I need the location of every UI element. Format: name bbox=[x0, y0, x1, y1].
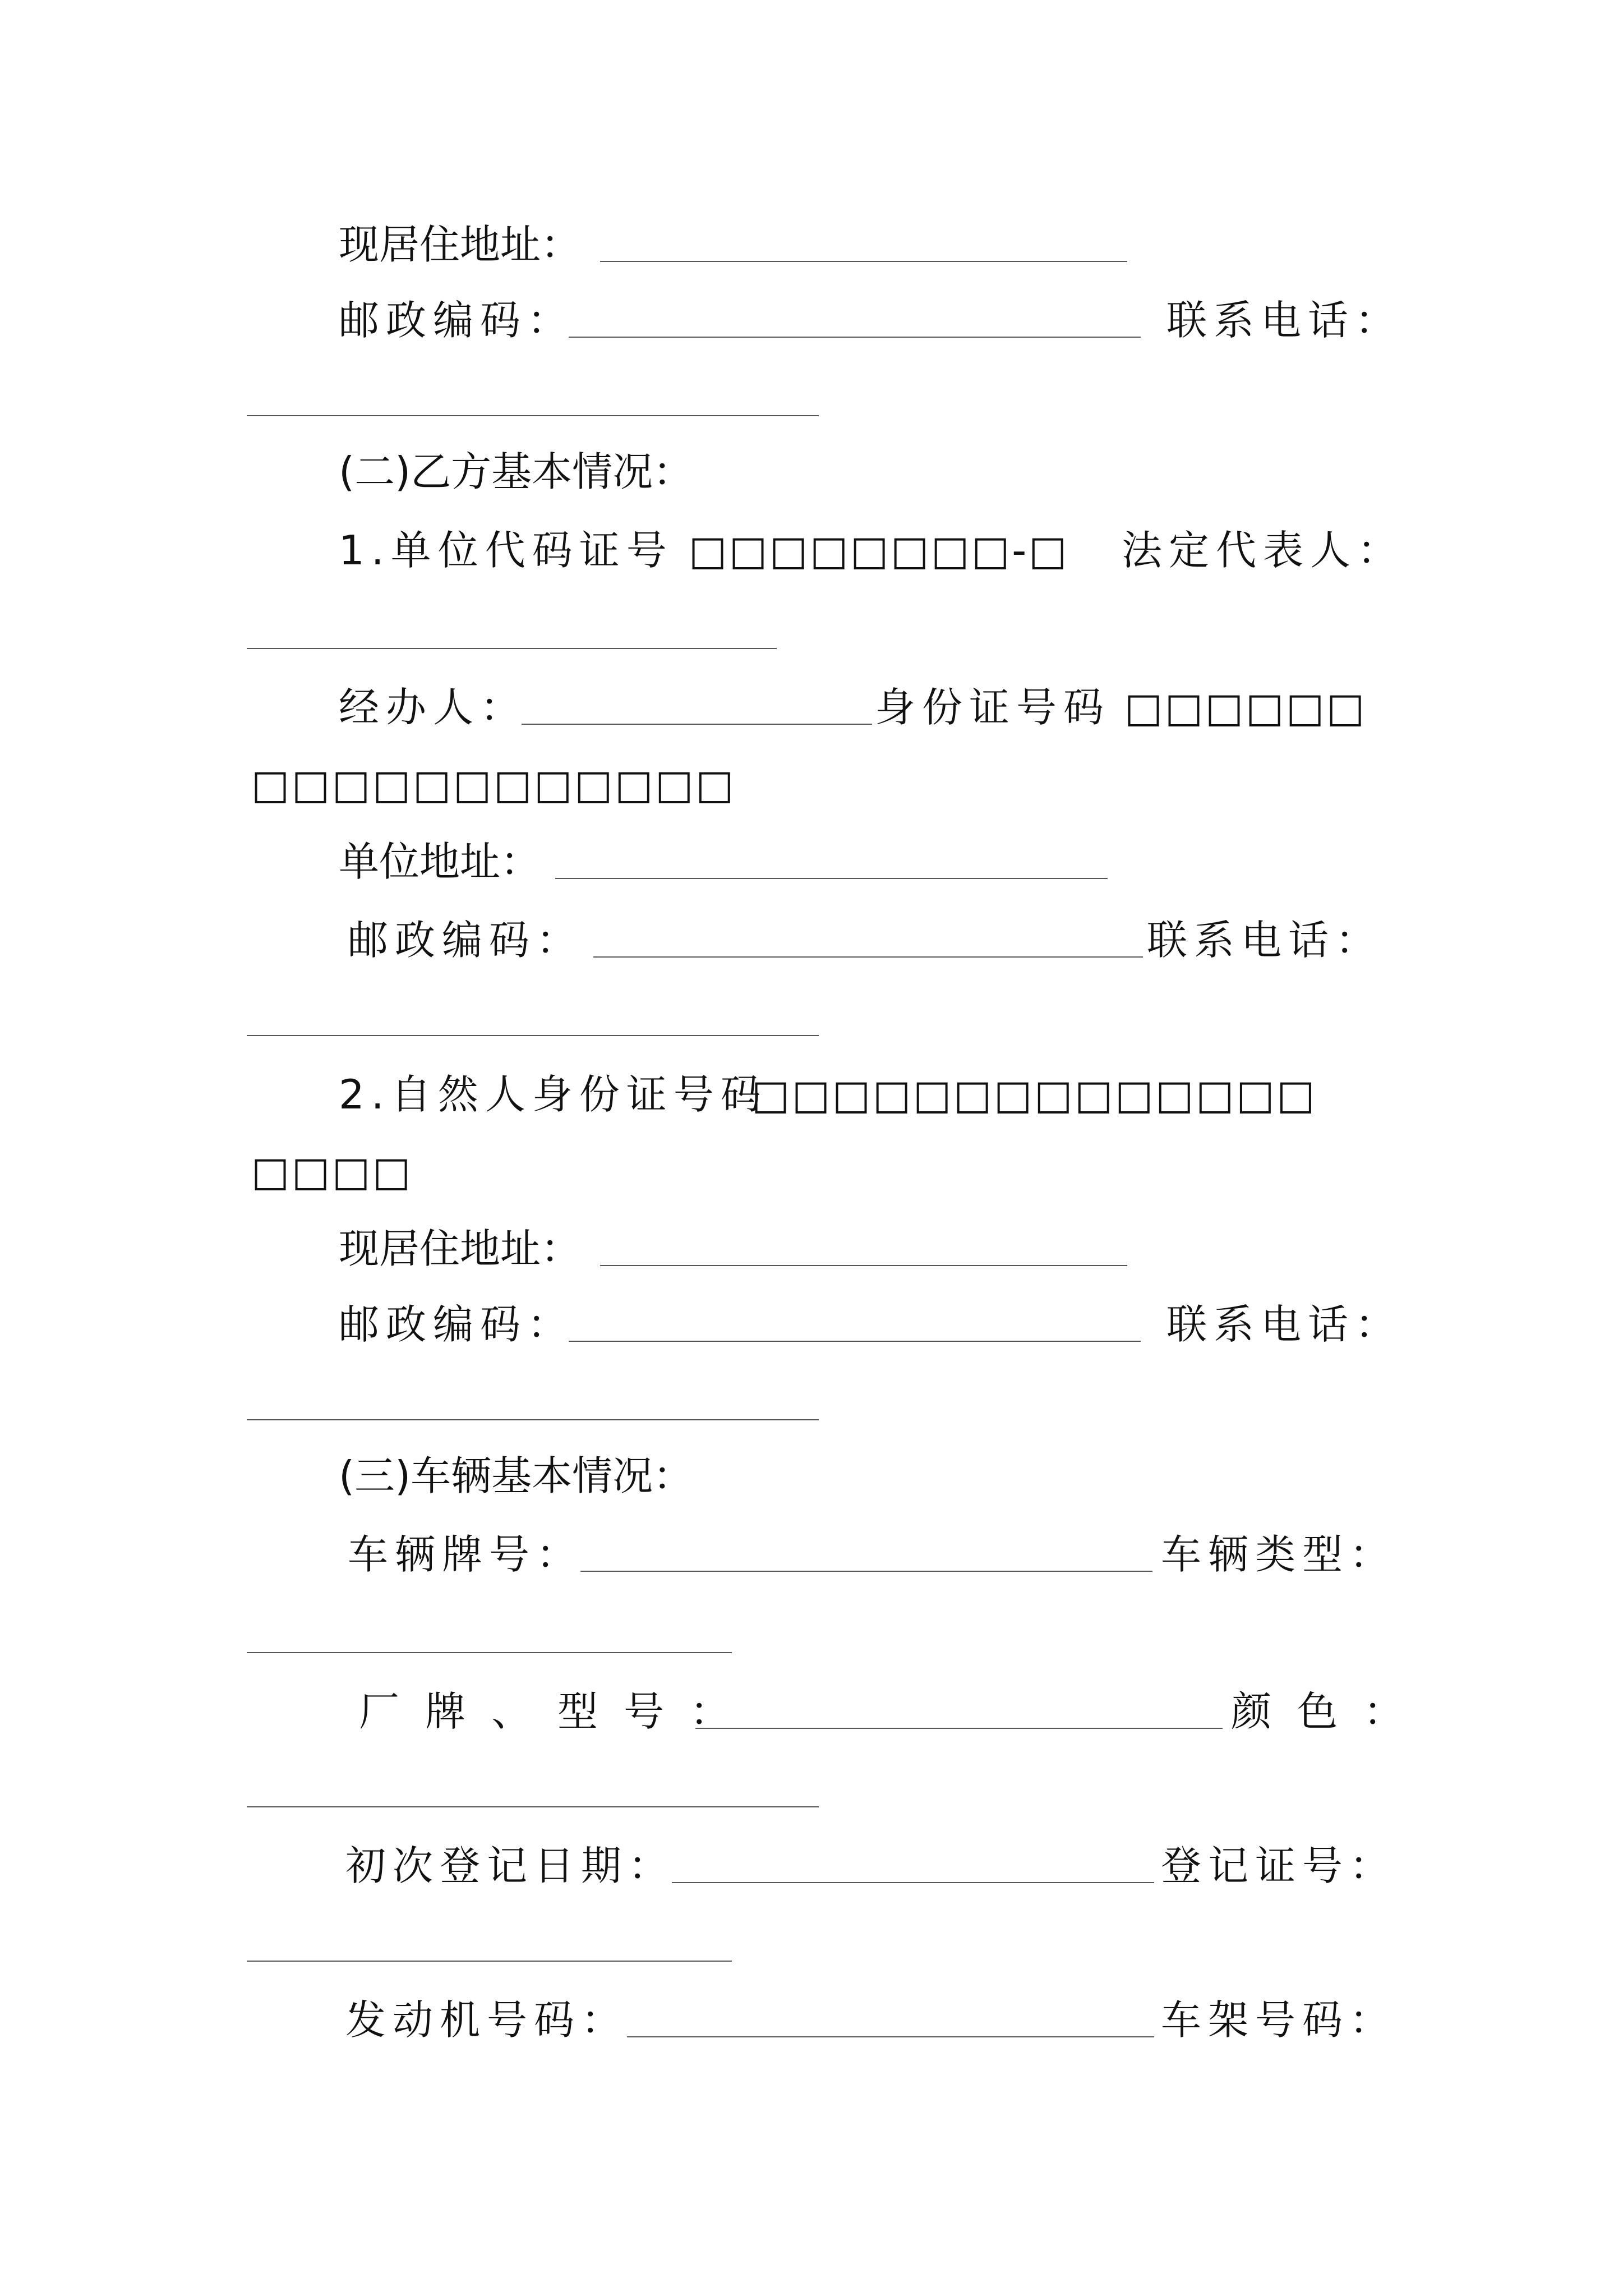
section-b-heading: (二)乙方基本情况： bbox=[339, 448, 694, 495]
org-code-boxes[interactable]: □□□□□□□□-□ bbox=[689, 527, 1069, 574]
vin-label: 车架号码： bbox=[1161, 1996, 1397, 2044]
agent-id-boxes-2[interactable]: □□□□□□□□□□□□ bbox=[251, 761, 736, 808]
color-label: 颜色： bbox=[1231, 1688, 1430, 1735]
postcode-blank[interactable] bbox=[569, 337, 1141, 338]
vehicle-type-label: 车辆类型： bbox=[1161, 1531, 1397, 1578]
np-phone-label: 联系电话： bbox=[1166, 1301, 1403, 1348]
section-c-heading: (三)车辆基本情况： bbox=[339, 1452, 694, 1499]
org-phone-blank[interactable] bbox=[247, 1035, 819, 1036]
first-registration-blank[interactable] bbox=[672, 1882, 1154, 1883]
phone-label: 联系电话： bbox=[1166, 297, 1403, 344]
legal-rep-blank[interactable] bbox=[247, 648, 777, 649]
np-postcode-blank[interactable] bbox=[569, 1341, 1141, 1342]
agent-id-boxes-1[interactable]: □□□□□□ bbox=[1124, 684, 1367, 731]
org-address-label: 单位地址： bbox=[339, 838, 541, 885]
engine-number-blank[interactable] bbox=[627, 2036, 1154, 2037]
engine-number-label: 发动机号码： bbox=[345, 1996, 629, 2044]
plate-label: 车辆牌号： bbox=[348, 1531, 584, 1578]
np-postcode-label: 邮政编码： bbox=[339, 1301, 575, 1348]
residence-address-label: 现居住地址： bbox=[339, 221, 582, 268]
natural-person-id-label: 2.自然人身份证号码 bbox=[339, 1071, 768, 1118]
residence-address-blank[interactable] bbox=[600, 261, 1127, 262]
phone-blank[interactable] bbox=[247, 415, 819, 416]
agent-label: 经办人： bbox=[339, 684, 528, 731]
np-residence-blank[interactable] bbox=[600, 1265, 1127, 1266]
brand-model-blank[interactable] bbox=[695, 1728, 1223, 1729]
org-code-label: 1.单位代码证号 bbox=[339, 527, 674, 574]
plate-blank[interactable] bbox=[580, 1571, 1152, 1572]
first-registration-label: 初次登记日期： bbox=[345, 1842, 676, 1889]
postcode-label: 邮政编码： bbox=[339, 297, 575, 344]
registration-cert-blank[interactable] bbox=[247, 1961, 732, 1962]
natural-person-id-boxes-2[interactable]: □□□□ bbox=[251, 1148, 413, 1195]
org-postcode-label: 邮政编码： bbox=[348, 917, 584, 964]
registration-cert-label: 登记证号： bbox=[1161, 1842, 1397, 1889]
org-phone-label: 联系电话： bbox=[1147, 917, 1383, 964]
legal-rep-label: 法定代表人： bbox=[1122, 527, 1405, 574]
brand-model-label: 厂牌、型号： bbox=[359, 1688, 757, 1735]
agent-id-label: 身份证号码 bbox=[875, 684, 1111, 731]
color-blank[interactable] bbox=[247, 1806, 819, 1807]
agent-blank[interactable] bbox=[522, 724, 872, 725]
natural-person-id-boxes-1[interactable]: □□□□□□□□□□□□□□ bbox=[751, 1071, 1317, 1118]
np-residence-label: 现居住地址： bbox=[339, 1225, 582, 1272]
org-postcode-blank[interactable] bbox=[593, 956, 1143, 958]
np-phone-blank[interactable] bbox=[247, 1419, 819, 1420]
vehicle-type-blank[interactable] bbox=[247, 1652, 732, 1653]
org-address-blank[interactable] bbox=[555, 878, 1108, 879]
